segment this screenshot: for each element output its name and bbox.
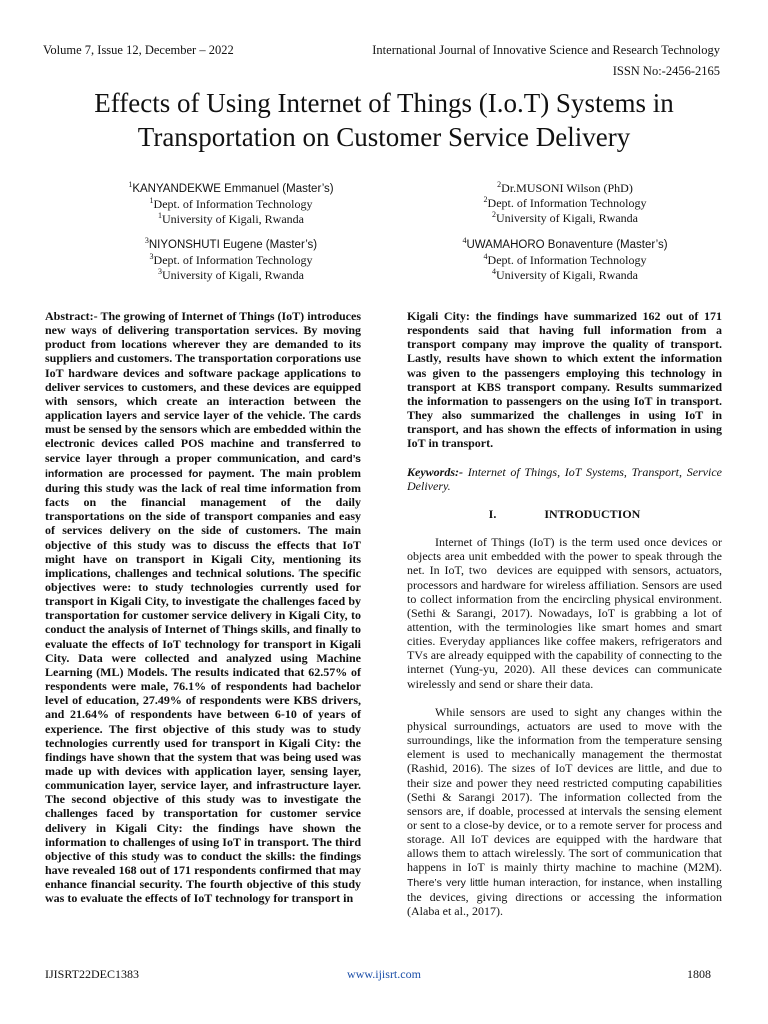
section-number: I. [488, 506, 497, 521]
author-block-1: $^1$KANYANDEKWE Emmanuel (Master’s) $^1$Dept. of Information Technology $^1$University of Kigali, Rwanda [128, 180, 334, 226]
intro-paragraph-1: Internet of Things (IoT) is the term used once devices or objects area unit embedded with the power to speak through the net. In IoT, two devices are equipped with sensors, actuators, processors and hardware for wireless affiliation. Sensors are used to collect information from the encircling physical environment. (Sethi & Sarangi, 2017). Nowadays, IoT is grabbing a lot of attention, with the terminologies like smart homes and smart cities. Everyday appliances like coffee makers, refrigerators and TVs are already equipped with the capability of connecting to the internet (Yung-yu, 2020). All these devices can communicate wirelessly and send or share their data. [407, 535, 722, 691]
keywords-label: Keywords:- [407, 464, 463, 479]
keywords [407, 465, 722, 493]
author-dept: Dept. of Information Technology [487, 196, 647, 210]
section-title: INTRODUCTION [544, 506, 641, 521]
keywords-text: Internet of Things, IoT Systems, Transport, Service Delivery. [407, 464, 722, 493]
author-name: KANYANDEKWE Emmanuel (Master’s) [132, 183, 334, 195]
abstract-inline-sans: card’s information are processed for payment [45, 452, 361, 480]
author-name: Dr.MUSONI Wilson (PhD) [501, 181, 633, 195]
author-block-3: $^3$NIYONSHUTI Eugene (Master’s) $^3$Dept. of Information Technology $^3$University of Kigali, Rwanda [144, 236, 318, 282]
volume-info: Volume 7, Issue 12, December – 2022 [43, 43, 234, 57]
author-univ: University of Kigali, Rwanda [496, 211, 638, 225]
author-dept: Dept. of Information Technology [487, 253, 647, 267]
author-block-2: $^2$Dr.MUSONI Wilson (PhD) $^2$Dept. of Information Technology $^2$University of Kigali, Rwanda [483, 180, 647, 225]
journal-name: International Journal of Innovative Science and Research Technology [372, 43, 720, 57]
author-name: NIYONSHUTI Eugene (Master’s) [148, 239, 318, 251]
author-univ: University of Kigali, Rwanda [162, 212, 304, 226]
paper-id: IJISRT22DEC1383 [45, 967, 139, 981]
author-univ: University of Kigali, Rwanda [162, 268, 304, 282]
section-heading [407, 507, 722, 521]
intro-inline-sans: There’s very little human interaction, for instance, when [407, 876, 673, 889]
abstract-text: Abstract:- The growing of Internet of Things (IoT) introduces new ways of delivering transportation services. By moving product from locations wherever they are demanded to its suppliers and customers. The transportation corporations use IoT hardware devices and software package applications to deliver services to customers, and these devices are equipped with sensors, which create an interaction between the application layers and service layer of the vehicle. The cards must be sensed by the sensors which are embedded within the electronic devices called POS machine and transferred to service layer through a proper communication, and card’s information are processed for payment. The main problem during this study was the lack of real time information from facts on the financial management of the daily transportations on the side of transport companies and easy of services delivery on the side of customers. The main objective of this study was to discuss the effects that IoT might have on transport in Kigali City, mentioning its implications, challenges and technical solutions. The specific objectives were: to study technologies currently used for transport in Kigali City, to investigate the challenges faced by transportation for customer service delivery in Kigali City, to conduct the analysis of Internet of Things skills, and finally to evaluate the effects of IoT technology for transport in Kigali City. Data were collected and analyzed using Machine Learning (ML) Models. The results indicated that 62.57% of respondents were male, 76.1% of respondents had bachelor level of education, 27.49% of respondents were KBS drivers, and 21.64% of respondents have between 6-10 of years of experience. The first objective of this study was to study technologies currently used for transport in Kigali City: the findings have shown that the system that was being used was made up with devices with application layer, sensing layer, communication layer, service layer, and infrastructure layer. The second objective of this study was to investigate the challenges faced by transportation for customer service delivery in Kigali City: the findings have shown the information to challenges of using IoT in transport. The third objective of this study was to conduct the skills: the findings have revealed 168 out of 171 respondents confirmed that may enhance financial security. The fourth objective of this study was to evaluate the effects of IoT technology for transport in [45, 309, 362, 906]
author-block-4: $^4$UWAMAHORO Bonaventure (Master’s) $^4$Dept. of Information Technology $^4$University of Kigali, Rwanda [462, 236, 668, 282]
journal-website-link[interactable]: www.ijisrt.com [347, 967, 421, 981]
right-column [407, 309, 722, 918]
title-line-1: Effects of Using Internet of Things (I.o.T) Systems in [94, 88, 674, 118]
page-number: 1808 [687, 967, 711, 981]
author-univ: University of Kigali, Rwanda [496, 268, 638, 282]
author-name: UWAMAHORO Bonaventure (Master’s) [466, 239, 668, 251]
author-dept: Dept. of Information Technology [153, 253, 313, 267]
intro-paragraph-2: While sensors are used to sight any changes within the physical surroundings, actuators are used to move with the surroundings, like the information from the temperature sensing element is used to mechanically management the thermostat (Rashid, 2016). The sizes of IoT devices are little, and due to their size and power they need restricted computing capabilities (Sethi & Sarangi 2017). The information collected from the sensors are, if doable, processed at intervals the sensing element or sent to a close-by device, or to a remote server for process and storage. All IoT devices are equipped with the hardware that allows them to attach wirelessly. The sort of communication that happens in IoT is mainly thirty machine to machine (M2M). There’s very little human interaction, for instance, when installing the devices, giving directions or accessing the information (Alaba et al., 2017). [407, 704, 722, 918]
abstract-continued: Kigali City: the findings have summarized 162 out of 171 respondents said that having full information from a transport company may improve the quality of transport. Lastly, results have shown to which extent the information was given to the passengers employing this technology in transport at KBS transport company. Results summarized the information to passengers on the using IoT in transport. They also summarized the challenges in using IoT in transport, and has shown the effects of information in using IoT in transport. [407, 309, 722, 451]
left-column [45, 309, 361, 906]
issn: ISSN No:-2456-2165 [612, 64, 720, 78]
title-line-2: Transportation on Customer Service Delivery [137, 122, 631, 152]
author-dept: Dept. of Information Technology [153, 197, 313, 211]
paper-title [30, 86, 738, 154]
